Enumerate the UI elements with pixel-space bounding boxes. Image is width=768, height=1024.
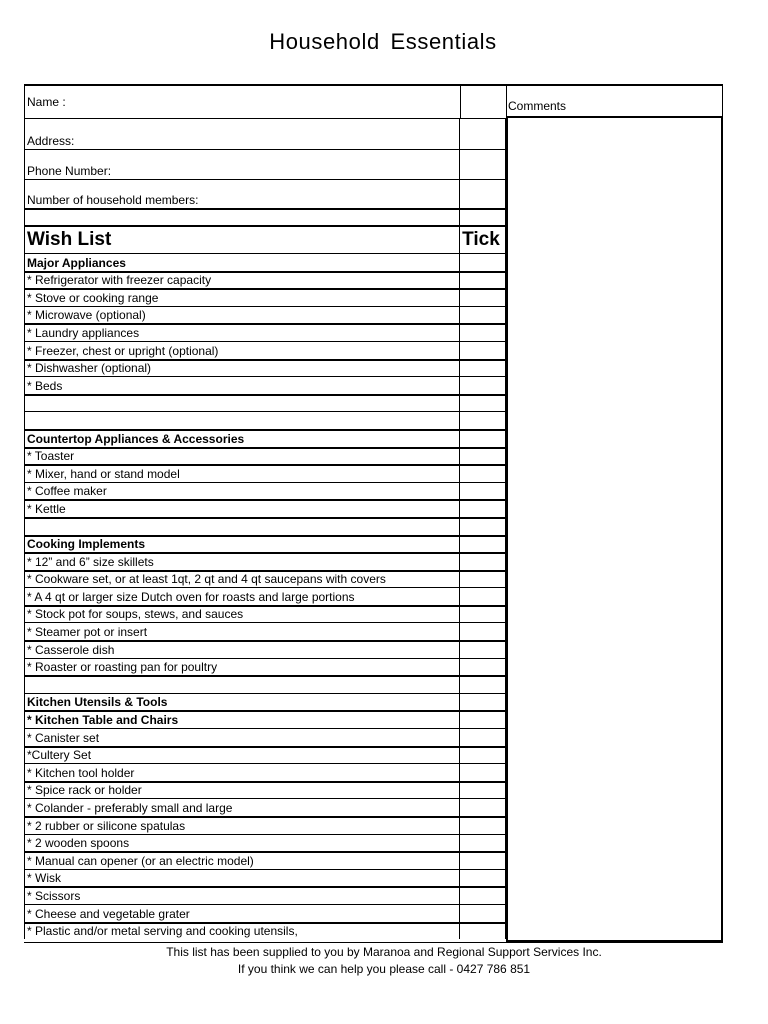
members-row <box>24 179 507 208</box>
list-item <box>24 798 507 816</box>
item-label: * 12” and 6” size skillets <box>25 554 460 570</box>
tick-cell[interactable] <box>460 483 506 500</box>
blank-row <box>24 517 507 535</box>
list-item <box>24 570 507 588</box>
tick-cell[interactable] <box>460 273 506 289</box>
list-item <box>24 640 507 658</box>
item-label: * Stock pot for soups, stews, and sauces <box>25 607 460 623</box>
item-label: * Manual can opener (or an electric model) <box>25 853 460 869</box>
section-heading-row <box>24 429 507 447</box>
list-item <box>24 447 507 465</box>
list-item <box>24 323 507 341</box>
item-label: * Steamer pot or insert <box>25 623 460 640</box>
list-item <box>24 851 507 869</box>
tick-cell[interactable] <box>460 554 506 570</box>
list-item <box>24 886 507 904</box>
section-heading-row <box>24 693 507 711</box>
tick-cell[interactable] <box>460 572 506 588</box>
item-label: * Freezer, chest or upright (optional) <box>25 342 460 359</box>
list-item <box>24 658 507 676</box>
table-bottom-border <box>24 942 723 943</box>
list-item <box>24 306 507 324</box>
tick-cell[interactable] <box>460 254 506 271</box>
tick-cell[interactable] <box>460 799 506 816</box>
blank-row <box>24 675 507 693</box>
item-label: * Mixer, hand or stand model <box>25 466 460 482</box>
list-item <box>24 499 507 517</box>
item-label: * Beds <box>25 377 460 394</box>
list-item <box>24 728 507 746</box>
tick-cell[interactable] <box>460 642 506 658</box>
item-label: * Roaster or roasting pan for poultry <box>25 659 460 676</box>
list-item <box>24 622 507 640</box>
name-label[interactable]: Name : <box>25 86 461 118</box>
tick-cell[interactable] <box>460 677 506 693</box>
item-label: * 2 wooden spoons <box>25 835 460 852</box>
item-label: * Dishwasher (optional) <box>25 361 460 377</box>
item-label: * Casserole dish <box>25 642 460 658</box>
item-label: * Plastic and/or metal serving and cooking utensils, <box>25 924 460 940</box>
item-label: * Scissors <box>25 888 460 904</box>
tick-cell[interactable] <box>460 377 506 394</box>
item-label: * Wisk <box>25 870 460 887</box>
item-label: * Stove or cooking range <box>25 290 460 306</box>
item-label: *Cultery Set <box>25 748 460 764</box>
tick-cell[interactable] <box>460 412 506 429</box>
section-heading-row <box>24 535 507 553</box>
tick-cell[interactable] <box>460 607 506 623</box>
list-item <box>24 710 507 728</box>
name-row <box>24 84 723 118</box>
footer-line-2: If you think we can help you please call - 0427 786 851 <box>237 962 531 976</box>
list-item <box>24 781 507 799</box>
item-label: * Spice rack or holder <box>25 783 460 799</box>
item-label: * Cookware set, or at least 1qt, 2 qt and 4 qt saucepans with covers <box>25 572 460 588</box>
section-heading: Kitchen Utensils & Tools <box>25 694 460 711</box>
list-item <box>24 746 507 764</box>
item-label: * Refrigerator with freezer capacity <box>25 273 460 289</box>
phone-row <box>24 149 507 179</box>
tick-cell[interactable] <box>460 764 506 781</box>
comments-label: Comments <box>508 99 567 113</box>
wish-list-heading: Wish List <box>25 227 460 253</box>
item-label <box>25 677 460 693</box>
tick-cell[interactable] <box>460 853 506 869</box>
list-item <box>24 834 507 852</box>
list-item <box>24 341 507 359</box>
tick-cell[interactable] <box>460 818 506 834</box>
list-item <box>24 922 507 940</box>
list-item <box>24 816 507 834</box>
list-item <box>24 271 507 289</box>
item-label: * Toaster <box>25 449 460 465</box>
item-label: * Cheese and vegetable grater <box>25 905 460 922</box>
list-item <box>24 763 507 781</box>
tick-cell[interactable] <box>460 537 506 553</box>
form-table <box>24 84 723 939</box>
footer-line-1: This list has been supplied to you by Maranoa and Regional Support Services Inc. <box>166 945 602 959</box>
tick-cell[interactable] <box>460 659 506 676</box>
tick-cell[interactable] <box>460 712 506 728</box>
address-label[interactable]: Address: <box>25 119 460 149</box>
tick-cell[interactable] <box>460 905 506 922</box>
tick-cell[interactable] <box>460 396 506 412</box>
tick-cell[interactable] <box>460 342 506 359</box>
address-row <box>24 118 507 149</box>
tick-cell[interactable] <box>460 325 506 341</box>
item-label: * Canister set <box>25 729 460 746</box>
tick-cell[interactable] <box>460 783 506 799</box>
tick-cell[interactable] <box>460 290 506 306</box>
comments-box[interactable] <box>506 116 723 942</box>
item-label: * Coffee maker <box>25 483 460 500</box>
section-heading: Countertop Appliances & Accessories <box>25 431 460 447</box>
tick-cell[interactable] <box>460 748 506 764</box>
tick-cell[interactable] <box>460 888 506 904</box>
item-label: * A 4 qt or larger size Dutch oven for roasts and large portions <box>25 588 460 605</box>
spacer-row <box>24 208 507 225</box>
blank-row <box>24 411 507 429</box>
item-label <box>25 412 460 429</box>
tick-cell[interactable] <box>460 588 506 605</box>
members-label[interactable]: Number of household members: <box>25 180 460 208</box>
list-item <box>24 482 507 500</box>
tick-cell[interactable] <box>460 449 506 465</box>
section-heading: Cooking Implements <box>25 537 460 553</box>
item-label: * Kitchen tool holder <box>25 764 460 781</box>
wish-list-body <box>24 253 507 939</box>
list-item <box>24 376 507 394</box>
name-tick-cell[interactable] <box>461 86 507 118</box>
tick-cell[interactable] <box>460 694 506 711</box>
item-label <box>25 519 460 535</box>
tick-heading: Tick <box>460 227 506 253</box>
tick-cell[interactable] <box>460 307 506 324</box>
item-label: * Colander - preferably small and large <box>25 799 460 816</box>
item-label: * Microwave (optional) <box>25 307 460 324</box>
list-item <box>24 552 507 570</box>
list-item <box>24 904 507 922</box>
item-label: * Kitchen Table and Chairs <box>25 712 460 728</box>
phone-label[interactable]: Phone Number: <box>25 150 460 179</box>
list-item <box>24 359 507 377</box>
tick-cell[interactable] <box>460 835 506 852</box>
list-item <box>24 288 507 306</box>
list-item <box>24 869 507 887</box>
page-title: Household Essentials <box>269 29 497 54</box>
tick-cell[interactable] <box>460 431 506 447</box>
tick-cell[interactable] <box>460 870 506 887</box>
tick-cell[interactable] <box>460 361 506 377</box>
item-label: * Kettle <box>25 501 460 517</box>
item-label: * 2 rubber or silicone spatulas <box>25 818 460 834</box>
tick-cell[interactable] <box>460 729 506 746</box>
list-item <box>24 464 507 482</box>
item-label: * Laundry appliances <box>25 325 460 341</box>
tick-cell[interactable] <box>460 519 506 535</box>
wish-list-row <box>24 225 507 253</box>
tick-cell[interactable] <box>460 623 506 640</box>
list-item <box>24 587 507 605</box>
section-heading-row <box>24 253 507 271</box>
tick-cell[interactable] <box>460 501 506 517</box>
item-label <box>25 396 460 412</box>
list-item <box>24 605 507 623</box>
tick-cell[interactable] <box>460 466 506 482</box>
tick-cell[interactable] <box>460 924 506 940</box>
blank-row <box>24 394 507 412</box>
section-heading: Major Appliances <box>25 254 460 271</box>
